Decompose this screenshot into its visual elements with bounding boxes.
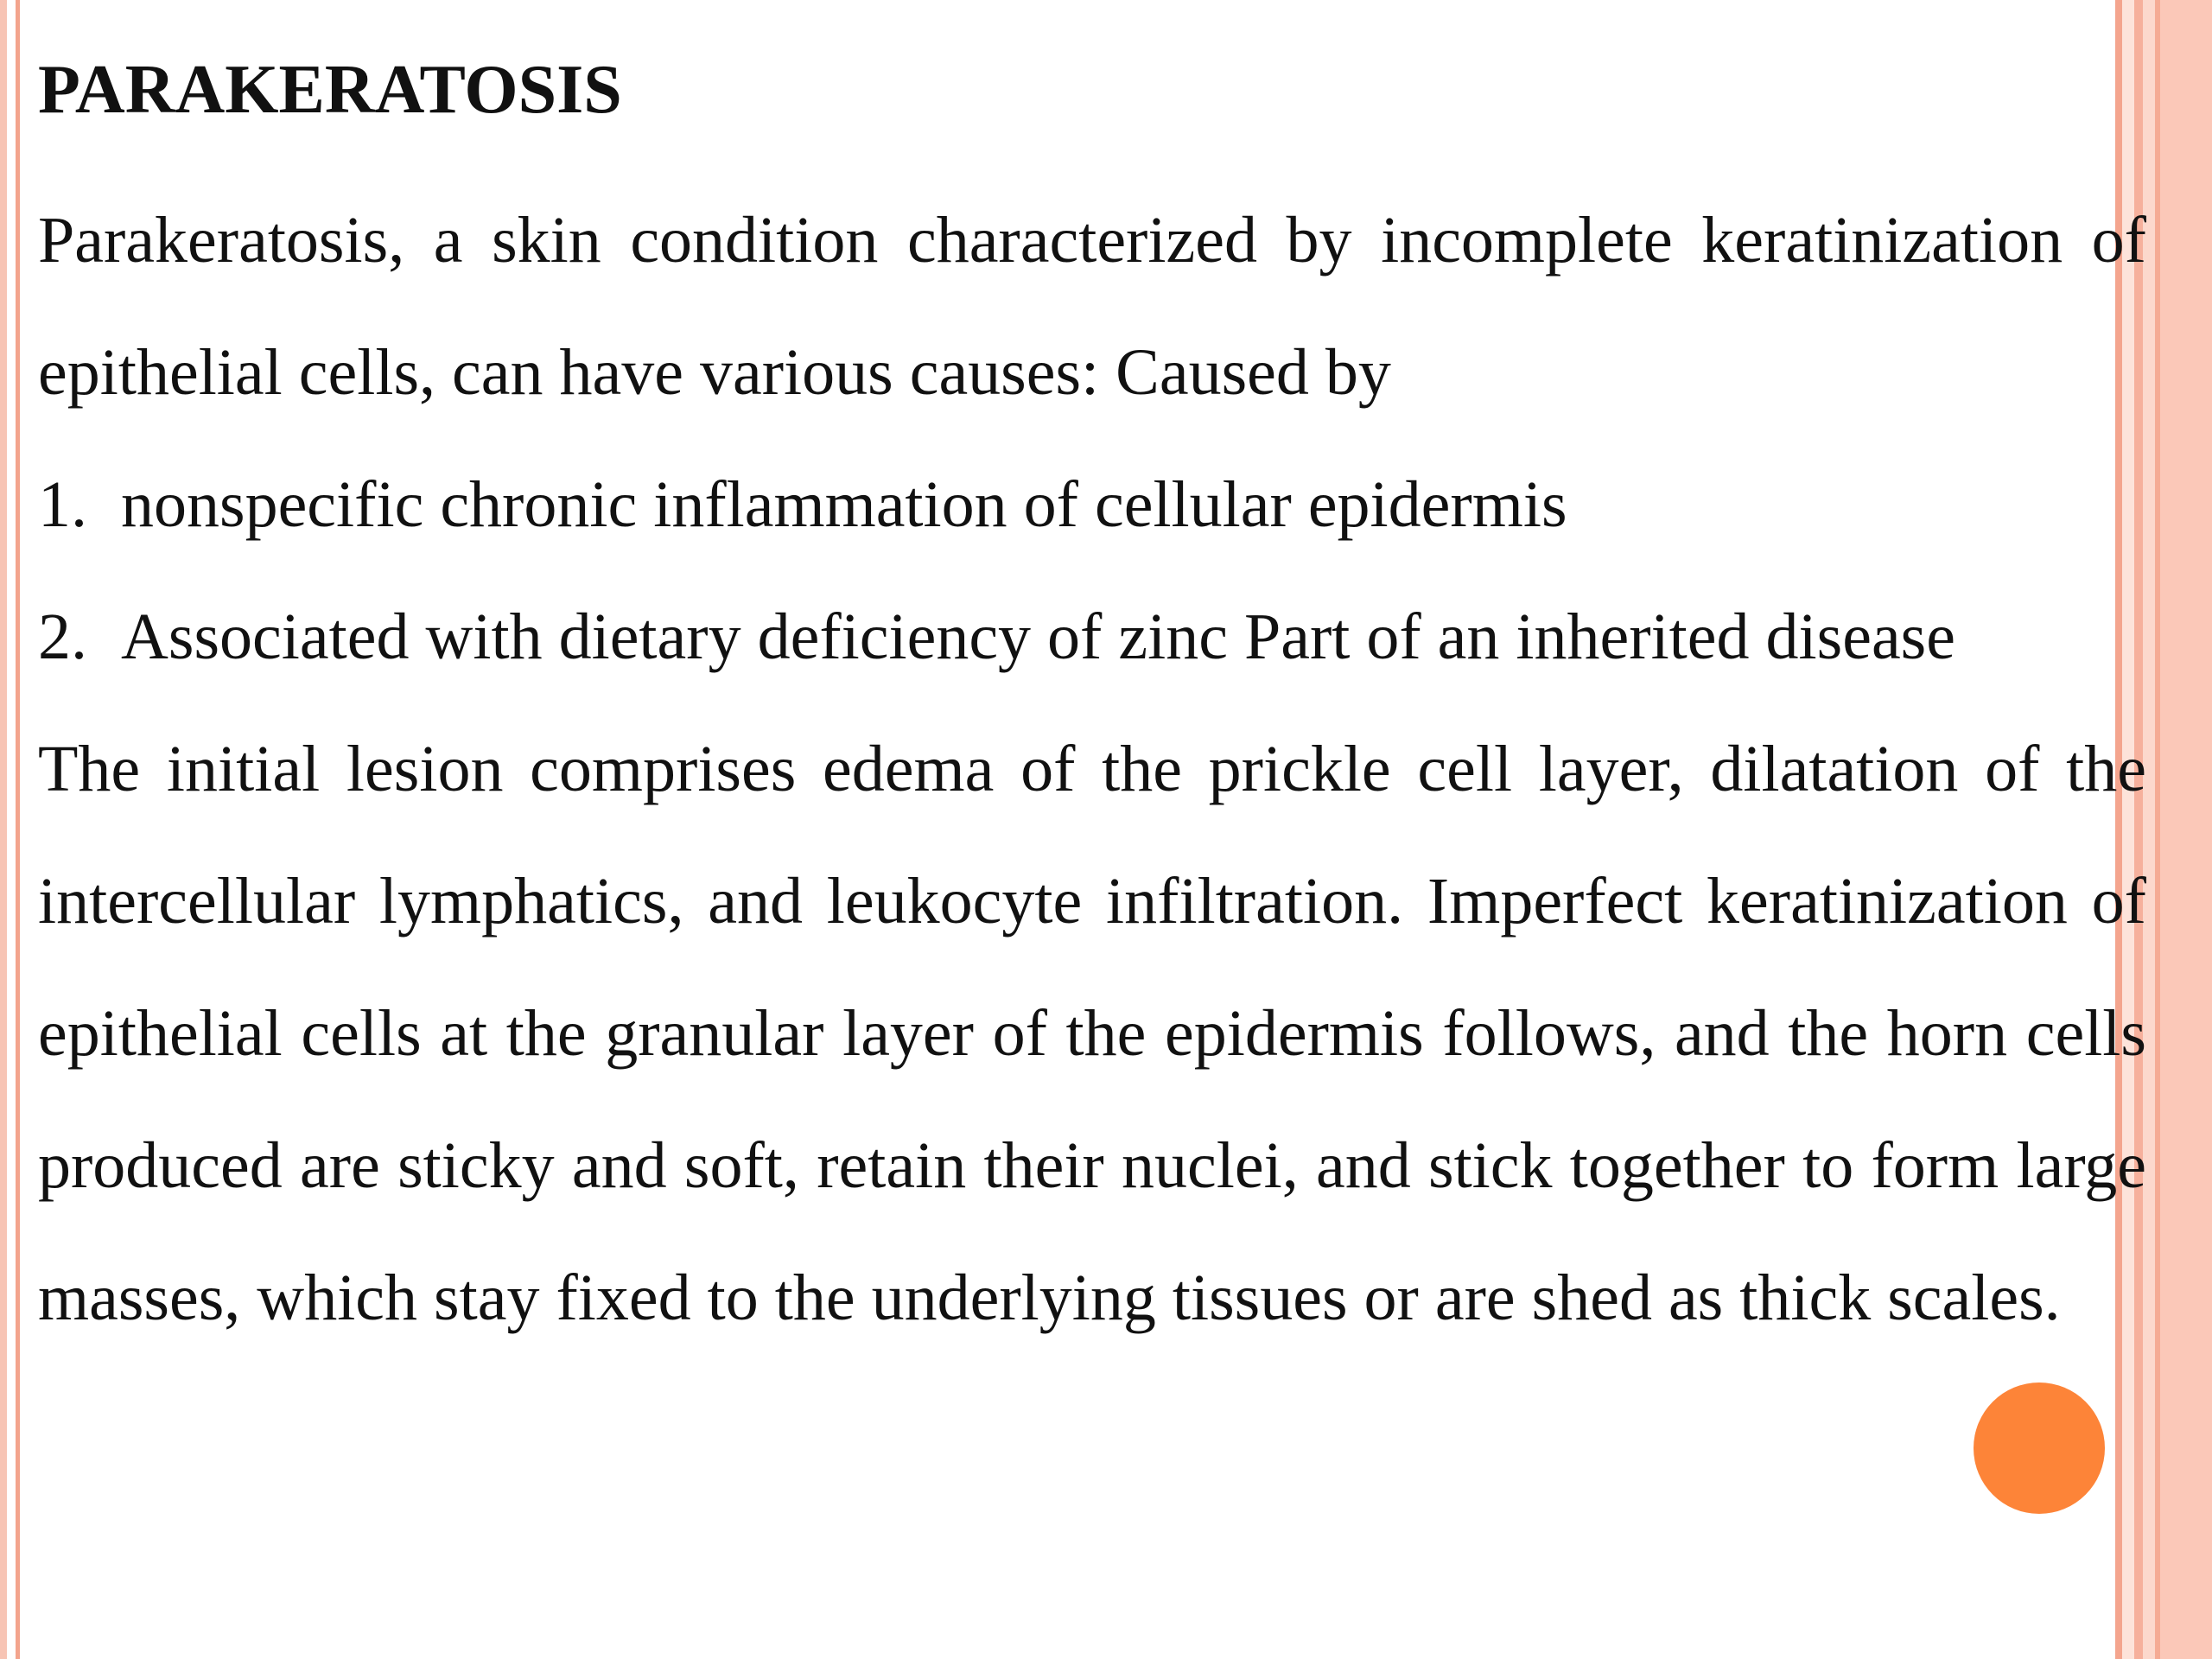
right-border-band bbox=[2160, 0, 2212, 1659]
left-border-stripe bbox=[0, 0, 7, 1659]
causes-list bbox=[38, 439, 2146, 703]
list-item bbox=[38, 439, 2146, 571]
pointer-dot bbox=[1974, 1382, 2105, 1514]
list-item-number: 1. bbox=[38, 468, 87, 541]
slide-title: PARAKERATOSIS bbox=[38, 52, 622, 128]
slide-content bbox=[38, 41, 2146, 1364]
list-item-text: Associated with dietary deficiency of zinc Part of an inherited disease bbox=[121, 601, 1955, 673]
body-paragraph: The initial lesion comprises edema of the prickle cell layer, dilatation of the intercellular lymphatics, and leukocyte infiltration. Imperfect keratinization of epithelial cells at the granular layer of the epidermis follows, and the horn cells produced are sticky and soft, retain their nuclei, and stick together to form large masses, which stay fixed to the underlying tissues or are shed as thick scales. bbox=[38, 733, 2146, 1334]
list-item-number: 2. bbox=[38, 601, 87, 673]
list-item-text: nonspecific chronic inflammation of cellular epidermis bbox=[121, 468, 1567, 541]
left-border-stripe-inner bbox=[16, 0, 20, 1659]
intro-paragraph: Parakeratosis, a skin condition characterized by incomplete keratinization of epithelial cells, can have various causes: Caused by bbox=[38, 204, 2146, 409]
list-item bbox=[38, 571, 2146, 703]
